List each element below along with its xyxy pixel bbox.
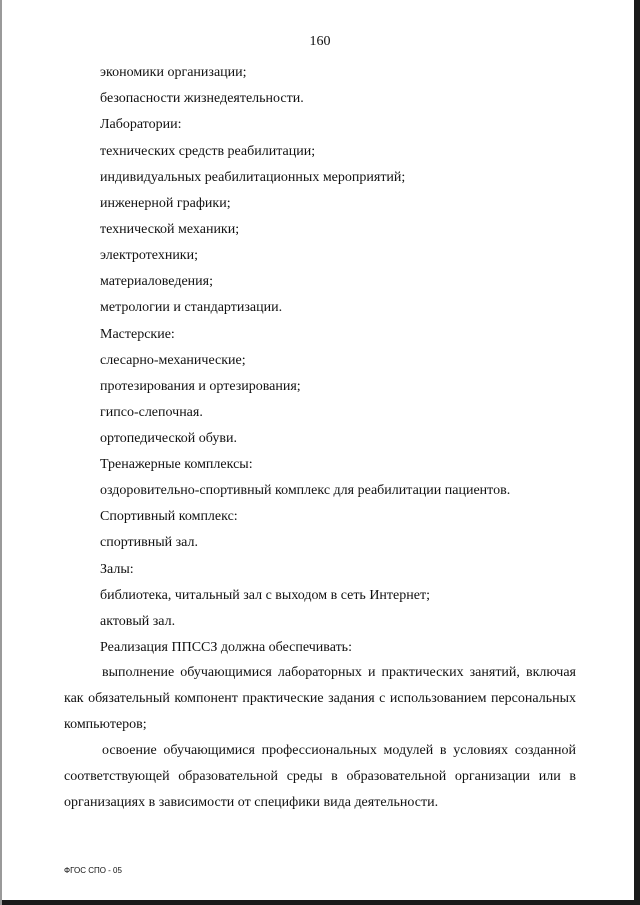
list-item: безопасности жизнедеятельности.	[100, 91, 304, 106]
list-item: электротехники;	[100, 248, 198, 263]
section-heading: Реализация ППССЗ должна обеспечивать:	[100, 640, 352, 655]
list-item: протезирования и ортезирования;	[100, 379, 301, 394]
list-item: библиотека, читальный зал с выходом в сеть Интернет;	[100, 588, 430, 603]
list-item: экономики организации;	[100, 65, 247, 80]
section-heading: Спортивный комплекс:	[100, 509, 238, 524]
section-heading: Тренажерные комплексы:	[100, 457, 253, 472]
paragraph: освоение обучающимися профессиональных модулей в условиях созданной соответствующей образовательной среды в образовательной организации или в организациях в зависимости от специфики вида деятельности.	[64, 743, 576, 810]
section-heading: Залы:	[100, 562, 134, 577]
list-item: материаловедения;	[100, 274, 213, 289]
list-item: инженерной графики;	[100, 196, 231, 211]
list-item: метрологии и стандартизации.	[100, 300, 283, 315]
list-item: ортопедической обуви.	[100, 431, 237, 446]
list-item: актовый зал.	[100, 614, 176, 629]
paragraph: выполнение обучающимися лабораторных и практических занятий, включая как обязательный компонент практические задания с использованием персональных компьютеров;	[64, 665, 576, 732]
scan-edge	[0, 0, 2, 905]
page-number: 160	[309, 34, 331, 49]
list-item: спортивный зал.	[100, 535, 198, 550]
list-item: индивидуальных реабилитационных мероприятий;	[100, 170, 406, 185]
list-item: технических средств реабилитации;	[100, 144, 316, 159]
list-item: слесарно-механические;	[100, 353, 246, 368]
footer-code: ФГОС СПО - 05	[64, 866, 122, 875]
list-item: технической механики;	[100, 222, 240, 237]
list-item: гипсо-слепочная.	[100, 405, 203, 420]
section-heading: Мастерские:	[100, 327, 175, 342]
section-heading: Лаборатории:	[100, 117, 182, 132]
list-item: оздоровительно-спортивный комплекс для реабилитации пациентов.	[100, 483, 511, 498]
